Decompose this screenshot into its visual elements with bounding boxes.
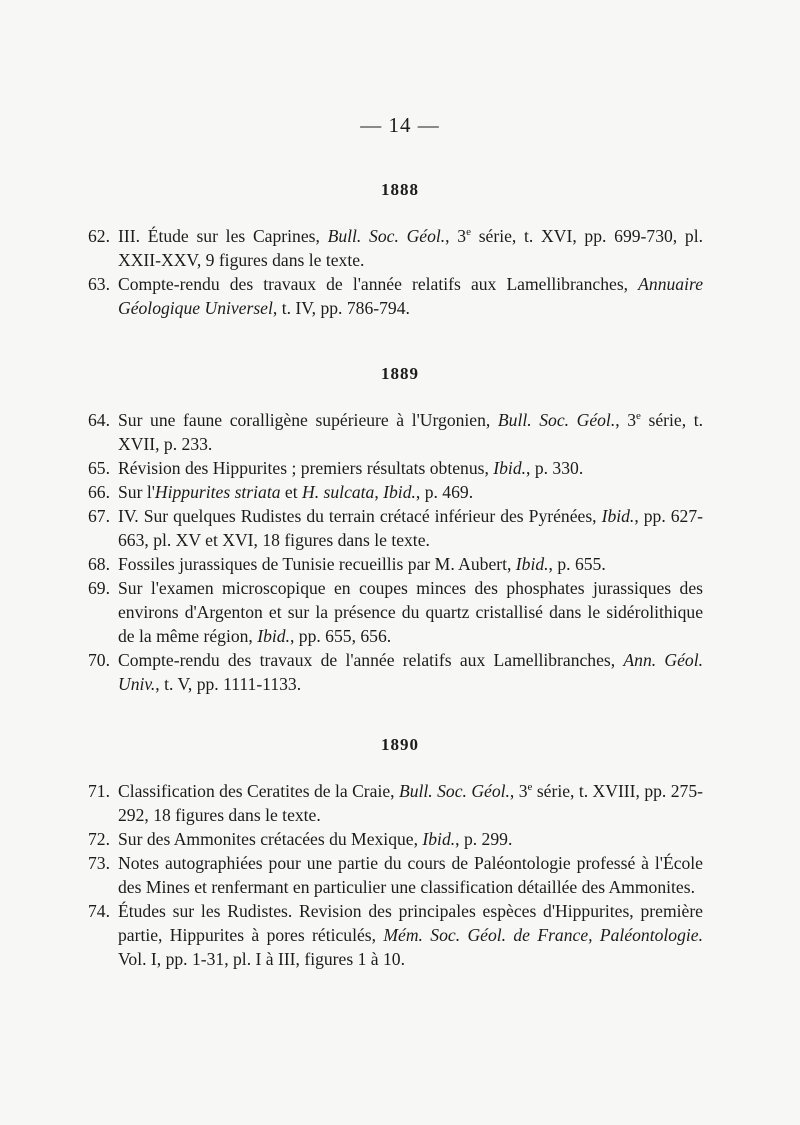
- bibliography-entry: [0, 576, 800, 648]
- entry-list: [0, 224, 800, 320]
- entry-text: , t. V, pp. 1111-1133.: [155, 674, 302, 694]
- entry-text: et: [280, 482, 303, 502]
- entry-text: , p. 655.: [548, 554, 606, 574]
- bibliography-entry: [0, 272, 800, 320]
- entry-number: 66.: [88, 482, 110, 502]
- entry-text: , p. 330.: [526, 458, 584, 478]
- entry-italic-text: Ibid.: [601, 506, 635, 526]
- entry-text: Sur une faune coralligène supérieure à l'Urgonien,: [118, 410, 498, 430]
- entry-italic-text: H. sulcata: [302, 482, 375, 502]
- entry-list: [0, 779, 800, 971]
- page-number: — 14 —: [360, 113, 440, 137]
- entry-text: Notes autographiées pour une partie du cours de Paléontologie professé à l'École des Mines et renfermant en particulier une classification détaillée des Ammonites.: [118, 853, 703, 897]
- entry-italic-text: Ann. Géol. Univ.: [118, 650, 703, 694]
- entry-superscript: e: [636, 410, 641, 423]
- entry-number: 68.: [88, 554, 110, 574]
- entry-number: 62.: [88, 226, 110, 246]
- section-1889: [0, 364, 800, 696]
- entry-text: , 3: [445, 226, 467, 246]
- entry-italic-text: Ibid.: [493, 458, 527, 478]
- entry-text: , t. IV, pp. 786-794.: [272, 298, 410, 318]
- entry-text: série, t. XVIII, pp. 275-292, 18 figures dans le texte.: [118, 781, 703, 825]
- entry-italic-text: Ibid.: [515, 554, 549, 574]
- entry-italic-text: Ibid.: [383, 482, 416, 502]
- entry-number: 67.: [88, 506, 110, 526]
- entry-text: , 3: [615, 410, 637, 430]
- entry-text: IV. Sur quelques Rudistes du terrain crétacé inférieur des Pyrénées,: [118, 506, 602, 526]
- section-1890: [0, 735, 800, 971]
- entry-text: Classification des Ceratites de la Craie,: [118, 781, 399, 801]
- entry-number: 71.: [88, 781, 110, 801]
- entry-italic-text: Bull. Soc. Géol.: [398, 781, 510, 801]
- entry-italic-text: Hippurites striata: [154, 482, 281, 502]
- bibliography-entry: [0, 851, 800, 899]
- bibliography-entry: [0, 224, 800, 272]
- entry-text: Sur des Ammonites crétacées du Mexique,: [118, 829, 423, 849]
- bibliography-entry: [0, 648, 800, 696]
- bibliography-entry: [0, 480, 800, 504]
- entry-text: Études sur les Rudistes. Revision des principales espèces d'Hippurites, première partie, Hippurites à pores réticulés,: [118, 901, 703, 945]
- entry-text: , 3: [509, 781, 528, 801]
- entry-number: 64.: [88, 410, 110, 430]
- entry-text: Révision des Hippurites ; premiers résultats obtenus,: [118, 458, 494, 478]
- section-1888: [0, 180, 800, 320]
- entry-italic-text: Mém. Soc. Géol. de France, Paléontologie.: [383, 925, 703, 945]
- bibliography-entry: [0, 779, 800, 827]
- entry-superscript: e: [527, 781, 533, 794]
- entry-text: Compte-rendu des travaux de l'année relatifs aux Lamellibranches,: [118, 650, 624, 670]
- entry-text: ,: [374, 482, 384, 502]
- entry-number: 69.: [88, 578, 110, 598]
- entry-text: Sur l'examen microscopique en coupes minces des phosphates jurassiques des environs d'Argenton et sur la présence du quartz cristallisé dans le sidérolithique de la même région,: [118, 578, 703, 646]
- year-heading: 1890: [381, 735, 419, 754]
- entry-number: 74.: [88, 901, 110, 921]
- entry-number: 72.: [88, 829, 110, 849]
- entry-italic-text: Ibid.: [422, 829, 456, 849]
- entry-text: , p. 469.: [415, 482, 474, 502]
- bibliography-entry: [0, 827, 800, 851]
- entry-superscript: e: [466, 226, 471, 239]
- entry-text: III. Étude sur les Caprines,: [118, 226, 328, 246]
- entry-list: [0, 408, 800, 696]
- entry-number: 73.: [88, 853, 110, 873]
- entry-text: série, t. XVI, pp. 699-730, pl. XXII-XXV, 9 figures dans le texte.: [118, 226, 703, 270]
- entry-text: Sur l': [118, 482, 155, 502]
- entry-text: , pp. 627-663, pl. XV et XVI, 18 figures dans le texte.: [118, 506, 703, 550]
- bibliography-entry: [0, 456, 800, 480]
- entry-text: , pp. 655, 656.: [289, 626, 392, 646]
- bibliography-entry: [0, 552, 800, 576]
- entry-text: Vol. I, pp. 1-31, pl. I à III, figures 1 à 10.: [118, 949, 405, 969]
- entry-text: , p. 299.: [455, 829, 513, 849]
- year-heading: 1888: [381, 180, 419, 199]
- entry-text: Compte-rendu des travaux de l'année relatifs aux Lamellibranches,: [118, 274, 639, 294]
- entry-number: 70.: [88, 650, 110, 670]
- entry-text: série, t. XVII, p. 233.: [118, 410, 703, 454]
- entry-italic-text: Annuaire Géologique Universel: [118, 274, 703, 318]
- entry-italic-text: Bull. Soc. Géol.: [497, 410, 616, 430]
- bibliography-entry: [0, 504, 800, 552]
- entry-number: 63.: [88, 274, 110, 294]
- entry-italic-text: Bull. Soc. Géol.: [327, 226, 446, 246]
- entry-italic-text: Ibid.: [257, 626, 290, 646]
- bibliography-entry: [0, 408, 800, 456]
- entry-text: Fossiles jurassiques de Tunisie recueillis par M. Aubert,: [118, 554, 516, 574]
- year-heading: 1889: [381, 364, 419, 383]
- bibliography-entry: [0, 899, 800, 971]
- entry-number: 65.: [88, 458, 110, 478]
